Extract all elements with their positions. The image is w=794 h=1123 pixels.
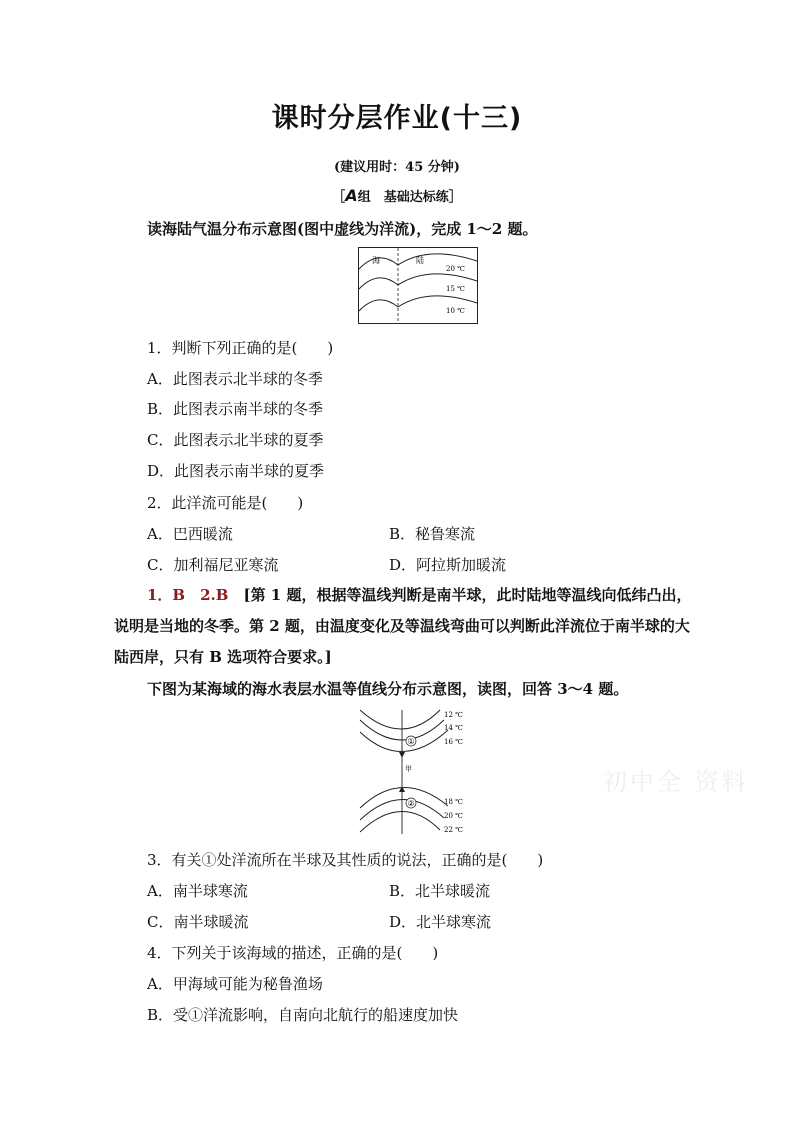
q2-option-c: C．加利福尼亚寒流 [147,556,279,574]
land-label: 陆 [416,256,424,265]
answer-explanation-1 [114,580,694,673]
isotherm-figure [358,708,478,836]
temp-18: 18 ℃ [444,798,463,806]
explanation-text-1: [第 1 题，根据等温线判断是南半球，此时陆地等温线向低纬凸出，说明是当地的冬季。第 2 题，由温度变化及等温线弯曲可以判断此洋流位于南半球的大陆西岸，只有 B 选项符合要求。] [114,586,692,666]
temp-20: 20 ℃ [444,812,463,820]
intro-text-2: 下图为某海域的海水表层水温等值线分布示意图，读图，回答 3～4 题。 [147,680,629,698]
q3-option-a: A．南半球寒流 [147,882,248,900]
sea-land-temperature-figure [358,247,478,324]
temp-22: 22 ℃ [444,826,463,834]
q3-stem: 3．有关①处洋流所在半球及其性质的说法，正确的是( ) [147,851,544,869]
temp-14: 14 ℃ [444,724,463,732]
intro-text-1: 读海陆气温分布示意图(图中虚线为洋流)，完成 1～2 题。 [147,220,538,238]
temp-12: 12 ℃ [444,711,463,719]
q3-option-c: C．南半球暖流 [147,913,249,931]
q1-option-a: A．此图表示北半球的冬季 [147,370,323,388]
mark-1: ① [407,737,415,746]
sea-label: 海 [372,256,380,265]
temp-label-15: 15 ℃ [446,285,465,293]
group-heading [0,186,794,205]
q1-option-b: B．此图表示南半球的冬季 [147,400,324,418]
group-label: 组 基础达标练 [357,190,449,205]
q1-stem: 1．判断下列正确的是( ) [147,339,334,357]
q4-option-a: A．甲海域可能为秘鲁渔场 [147,975,323,993]
q4-option-b: B．受①洋流影响，自南向北航行的船速度加快 [147,1006,459,1024]
bracket-close: ］ [448,190,462,205]
q2-option-a: A．巴西暖流 [147,525,233,543]
bracket-open: ［ [332,190,346,205]
page-title: 课时分层作业(十三) [271,103,523,134]
q1-option-c: C．此图表示北半球的夏季 [147,431,324,449]
group-letter: A [345,186,358,205]
q3-option-b: B．北半球暖流 [389,882,491,900]
q2-option-b: B．秘鲁寒流 [389,525,476,543]
answer-key-1: 1．B 2.B [147,586,229,604]
temp-label-20: 20 ℃ [446,265,465,273]
watermark: 初中全 资料 [603,768,749,796]
jia-label: 甲 [405,765,412,773]
mark-2: ② [407,799,415,808]
q3-option-d: D．北半球寒流 [389,913,492,931]
time-suggestion: (建议用时：45 分钟) [334,160,460,175]
temp-label-10: 10 ℃ [446,307,465,315]
q2-stem: 2．此洋流可能是( ) [147,494,304,512]
q1-option-d: D．此图表示南半球的夏季 [147,462,325,480]
temp-16: 16 ℃ [444,738,463,746]
q2-option-d: D．阿拉斯加暖流 [389,556,507,574]
q4-stem: 4．下列关于该海域的描述，正确的是( ) [147,944,439,962]
